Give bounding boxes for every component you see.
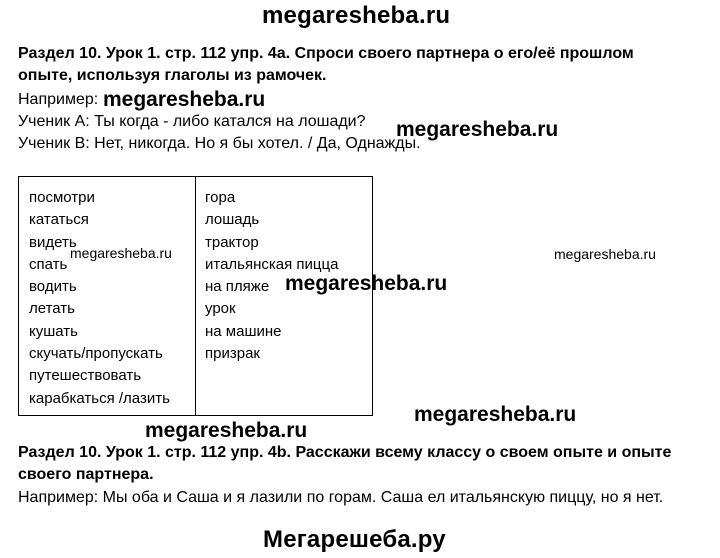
noun-item: гора (205, 189, 236, 206)
verb-item: путешествовать (29, 367, 142, 385)
watermark-footer: Мегарешеба.ру (263, 526, 446, 553)
student-b-line: Ученик В: Нет, никогда. Но я бы хотел. / Да, Однажды. (18, 135, 421, 152)
verb-item: водить (29, 278, 77, 296)
exercise-b-heading-line2: своего партнера. (18, 466, 154, 483)
watermark-lower-left: megaresheba.ru (145, 419, 308, 442)
exercise-b-example: Например: Мы оба и Саша и я лазили по горам. Саша ел итальянскую пиццу, но я нет. (18, 489, 664, 506)
student-a-line: Ученик А: Ты когда - либо катался на лошади? (18, 113, 366, 130)
verb-item: кушать (29, 322, 78, 340)
watermark-top: megaresheba.ru (262, 2, 451, 29)
noun-item: трактор (205, 233, 259, 251)
watermark-far-right: megaresheba.ru (554, 246, 656, 262)
verb-item: летать (29, 300, 75, 318)
noun-item: призрак (205, 345, 260, 363)
verbs-column (29, 187, 170, 410)
noun-item: лошадь (205, 211, 260, 229)
noun-item: урок (205, 300, 236, 318)
table-divider (195, 177, 196, 415)
noun-item: итальянская пицца (205, 255, 339, 273)
verb-item: кататься (29, 211, 89, 229)
watermark-example-inline: megaresheba.ru (103, 88, 266, 111)
watermark-right-lower: megaresheba.ru (414, 403, 577, 426)
exercise-a-heading-line2: опыте, используя глаголы из рамочек. (18, 67, 327, 84)
verb-item: карабкаться /лазить (29, 389, 170, 407)
verb-item: видеть (29, 233, 77, 251)
word-table (18, 176, 373, 416)
exercise-b-heading-line1: Раздел 10. Урок 1. стр. 112 упр. 4b. Расскажи всему классу о своем опыте и опыте (18, 444, 672, 461)
watermark-right-upper: megaresheba.ru (396, 118, 559, 141)
watermark-table-middle: megaresheba.ru (285, 272, 448, 295)
watermark-table-left: megaresheba.ru (70, 245, 172, 261)
exercise-a-heading-line1: Раздел 10. Урок 1. стр. 112 упр. 4а. Спроси своего партнера о его/её прошлом (18, 45, 634, 62)
verb-item: посмотри (29, 189, 95, 206)
noun-item: на пляже (205, 278, 270, 296)
verb-item: скучать/пропускать (29, 345, 163, 363)
verb-item: спать (29, 255, 68, 273)
example-label: Например: (18, 91, 99, 108)
noun-item: на машине (205, 322, 282, 340)
